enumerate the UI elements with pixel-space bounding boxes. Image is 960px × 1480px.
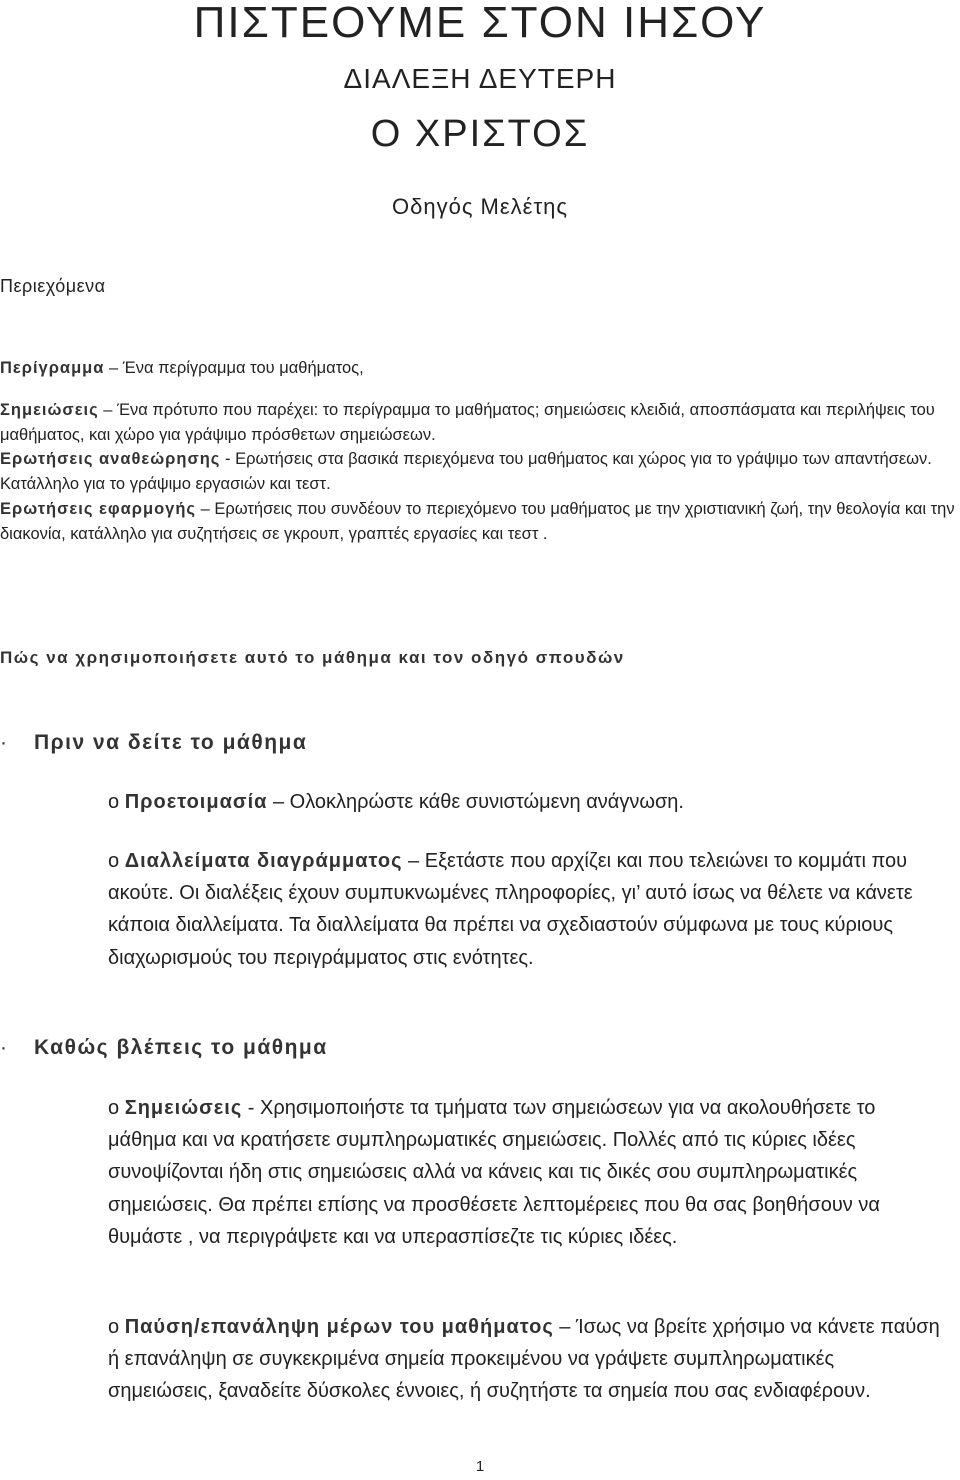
contents-entry-notes [0,398,960,448]
lecture-heading: ΔΙΑΛΕΞΗ ΔΕΥΤΕΡΗ [343,63,617,94]
entry-text: Ένα περίγραμμα του μαθήματος, [122,359,364,377]
entry-label: Σημειώσεις [0,400,99,419]
during-section-heading [0,1033,328,1063]
entry-text: Ερωτήσεις στα βασικά περιεχόμενα του μαθήματος και χώρος για το γράψιμο των απαντήσεων. Κατάλληλο για το γράψιμο εργασιών και τεστ. [0,450,932,494]
item-separator: - [242,1097,260,1119]
item-text: Ολοκληρώστε κάθε συνιστώμενη ανάγνωση. [289,791,684,813]
page-number: 1 [475,1458,485,1475]
item-separator: – [267,791,290,813]
contents-entry-application-questions [0,497,960,547]
sub-marker: o [108,1097,120,1119]
study-guide-heading: Οδηγός Μελέτης [391,194,568,219]
section-title: Καθώς βλέπεις το μάθημα [34,1036,328,1059]
before-item-outline-breaks [108,845,940,974]
bullet-marker: · [0,731,9,754]
sub-marker: o [108,791,120,813]
item-label: Παύση/επανάληψη μέρων του μαθήματος [124,1316,554,1338]
entry-separator: - [220,450,236,469]
document-title: ΠΙΣΤΕΟΥΜΕ ΣΤΟΝ ΙΗΣΟΥ [193,0,767,47]
section-title: Πριν να δείτε το μάθημα [34,731,308,754]
item-label: Διαλλείματα διαγράμματος [124,850,403,872]
contents-entry-outline [0,356,960,381]
topic-heading: Ο ΧΡΙΣΤΟΣ [370,113,590,155]
entry-separator: – [98,400,118,419]
contents-list [0,356,960,547]
before-item-preparation [108,786,940,818]
during-item-notes [108,1092,940,1253]
entry-label: Ερωτήσεις εφαρμογής [0,499,196,518]
item-text: Χρησιμοποιήστε τα τμήματα των σημειώσεων για να ακολουθήσετε το μάθημα και να κρατήσετε συμπληρωματικές σημειώσεις. Πολλές από τις κύριες ιδέες συνοψίζονται ήδη στις σημειώσεις αλλά να κάνεις και τις δικές σου συμπληρωματικές σημειώσεις. Θα πρέπει επίσης να προσθέσετε λεπτομέρειες που θα σας βοηθήσουν να θυμάστε , να περιγράψετε και να υπερασπίσεζτε τις κύριες ιδέες. [108,1097,880,1248]
sub-marker: o [108,1316,120,1338]
contents-heading: Περιεχόμενα [0,276,106,296]
entry-text: Ερωτήσεις που συνδέουν το περιεχόμενο του μαθήματος με την χριστιανική ζωή, την θεολογία και την διακονία, κατάλληλο για συζητήσεις σε γκρουπ, γραπτές εργασίες και τεστ . [0,499,955,543]
item-text: Εξετάστε που αρχίζει και που τελειώνει το κομμάτι που ακούτε. Οι διαλέξεις έχουν συμπυκνωμένες πληροφορίες, γι’ αυτό ίσως να θέλετε να κάνετε κάποια διαλλείματα. Τα διαλλείματα θα πρέπει να σχεδιαστούν σύμφωνα με τους κύριους διαχωρισμούς του περιγράμματος στις ενότητες. [108,850,913,969]
bullet-marker: · [0,1036,9,1059]
item-label: Προετοιμασία [124,791,268,813]
during-item-pause-replay [108,1311,940,1408]
entry-label: Ερωτήσεις αναθεώρησης [0,450,221,469]
entry-separator: – [104,359,123,377]
entry-label: Περίγραμμα [0,359,105,377]
sub-marker: o [108,850,120,872]
entry-separator: – [196,499,215,518]
entry-text: Ένα πρότυπο που παρέχει: το περίγραμμα το μαθήματος; σημειώσεις κλειδιά, αποσπάσματα και περιλήψεις του μαθήματος, και χώρο για γράψιμο πρόσθετων σημειώσεων. [0,400,935,444]
contents-entry-review-questions [0,447,960,497]
before-section-heading [0,728,307,758]
howto-heading: Πώς να χρησιμοποιήσετε αυτό το μάθημα και τον οδηγό σπουδών [0,648,625,667]
item-separator: – [553,1316,576,1338]
item-separator: – [402,850,425,872]
item-text: Ίσως να βρείτε χρήσιμο να κάνετε παύση ή επανάληψη σε συγκεκριμένα σημεία προκειμένου να γράψετε συμπληρωματικές σημειώσεις, ξαναδείτε δύσκολες έννοιες, ή συζητήστε τα σημεία που σας ενδιαφέρουν. [108,1316,940,1403]
item-label: Σημειώσεις [124,1097,243,1119]
